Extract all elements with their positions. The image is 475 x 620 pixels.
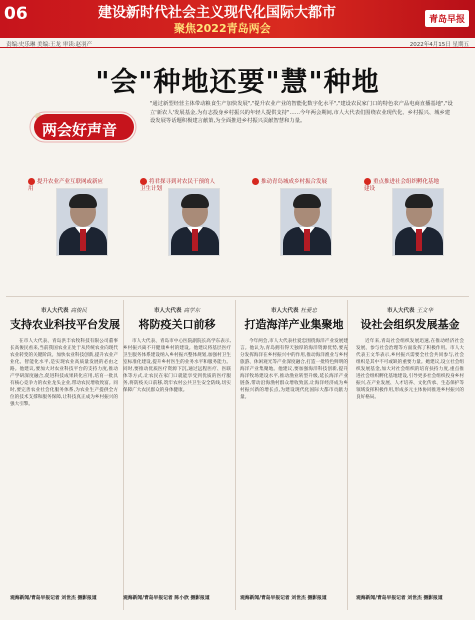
badge-label: 两会好声音 (42, 121, 118, 139)
headline: "会"种地还要"慧"种地 (95, 67, 380, 98)
section-title: 建设新时代社会主义现代化国际大都市 (98, 5, 336, 21)
column-3 (240, 306, 348, 601)
section-subtitle: 聚焦2022青岛两会 (174, 22, 271, 35)
column-title: 设社会组织发展基金 (360, 318, 460, 331)
divider (6, 296, 469, 297)
column-2 (123, 306, 231, 601)
delegate-line: 市人大代表 高俊民 (41, 308, 87, 314)
column-body: 在市人大代表、青岛洪丰农牧科技有限公司董事长高俊民看来,当前我国农业正处于从传统农业向现代农业转变的关键阶段。加快农业科技创新,提升农业产业化、智能化水平,是实现农业高质量发展的必由之路。他建议,要加大对农业科技平台的支持力度,推动产学研深度融合,促进科技成果转化应用,培育一批具有核心竞争力的农业龙头企业,带动农民增收致富。同时,要完善农业社会化服务体系,为农业生产提供全方位的技术支撑和服务保障,让科技真正成为乡村振兴的强大引擎。 (10, 339, 118, 407)
portrait-photo-2 (168, 188, 220, 256)
article-intro: "通过新型经营主体带动粮食生产加快发展","提升农业产业的智能化数字化水平","建设农民家门口的特色农产品电商直播基地","设立'新农人'发展基金,为有志投身乡村振兴的年轻人提供支持"……今年两会期间,市人大代表们围绕农业现代化、乡村振兴、城乡建设发展等话题积极建言献策,为全面推进乡村振兴贡献智慧和力量。 (150, 101, 453, 124)
portrait-photo-3 (280, 188, 332, 256)
column-divider (235, 300, 236, 610)
person-tag-4: 重点推进社会组织孵化基地建设 (364, 179, 440, 192)
meta-bar (0, 38, 475, 48)
column-body: 今年两会,市人大代表杜爱忠围绕海洋产业发展建言。他认为,青岛拥有得天独厚的海洋资源优势,要充分发挥海洋在乡村振兴中的作用,推动海洋渔业与乡村旅游、休闲观光等产业深度融合,打造一批特色鲜明的海洋产业集聚地。他建议,要加强海洋科技创新,提升海洋牧场建设水平,推动渔业转型升级,延长海洋产业链条,带动沿海渔村群众增收致富,让海洋经济成为乡村振兴新的增长点,为建设现代化国际大都市贡献力量。 (240, 339, 348, 400)
column-footer: 观海新闻/青岛早报记者 刘世杰 摄影报道 (356, 596, 443, 601)
column-footer: 观海新闻/青岛早报记者 刘世杰 摄影报道 (10, 596, 97, 601)
column-title: 支持农业科技平台发展 (10, 318, 120, 331)
portrait-photo-4 (392, 188, 444, 256)
delegate-line: 市人大代表 高学东 (154, 308, 200, 314)
column-body: 近年来,青岛社会组织发展迅速,在推动经济社会发展、参与社会治理等方面发挥了积极作用。市人大代表王文华表示,乡村振兴需要全社会共同参与,社会组织是其中不可或缺的重要力量。她建议,设立社会组织发展基金,加大对社会组织的培育扶持力度,重点推进社会组织孵化基地建设,引导更多社会组织投身乡村振兴,在产业发展、人才培养、文化传承、生态保护等领域发挥积极作用,形成多元主体协同推进乡村振兴的良好格局。 (356, 339, 464, 400)
page-number: 06 (4, 4, 28, 24)
person-tag-2: 将君探寻到对农民干预的人卫生计划 (140, 179, 216, 192)
portrait-photo-1 (56, 188, 108, 256)
issue-date: 2022年4月15日 星期五 (409, 42, 469, 48)
column-title: 将防疫关口前移 (138, 318, 216, 331)
masthead-banner (0, 0, 475, 38)
person-tag-3: 推动青岛城成乡村振合发展 (252, 178, 332, 186)
paper-logo: 青岛早报 (425, 10, 469, 27)
column-1 (10, 306, 120, 601)
delegate-line: 市人大代表 杜爱忠 (271, 308, 317, 314)
credits: 责编:史乐琳 美编:王龙 审读:赵羽产 (6, 42, 93, 48)
column-body: 市人大代表、青岛市中心医院副院长高学东表示,乡村振兴离不开健康乡村的建设。他建议将基层医疗卫生服务体系建设纳入乡村振兴整体规划,加强村卫生室标准化建设,提升乡村医生的业务水平和服务能力。同时,要推动优质医疗资源下沉,通过远程医疗、医联体等方式,让农民在家门口就能享受到优质的医疗服务,将防疫关口前移,筑牢农村公共卫生安全防线,切实保障广大农民群众的身体健康。 (123, 339, 231, 393)
delegate-line: 市人大代表 王文华 (387, 308, 433, 314)
section-badge (28, 108, 138, 142)
emblem-icon (28, 178, 35, 185)
person-tag-1: 提升农业产业互联网或新应用 (28, 179, 104, 192)
column-title: 打造海洋产业集聚地 (244, 318, 344, 331)
column-footer: 观海新闻/青岛早报记者 刘世杰 摄影报道 (240, 596, 327, 601)
emblem-icon (140, 178, 147, 185)
column-4 (356, 306, 464, 601)
emblem-icon (252, 178, 259, 185)
emblem-icon (364, 178, 371, 185)
column-footer: 观海新闻/青岛早报记者 陈小欣 摄影报道 (123, 596, 210, 601)
